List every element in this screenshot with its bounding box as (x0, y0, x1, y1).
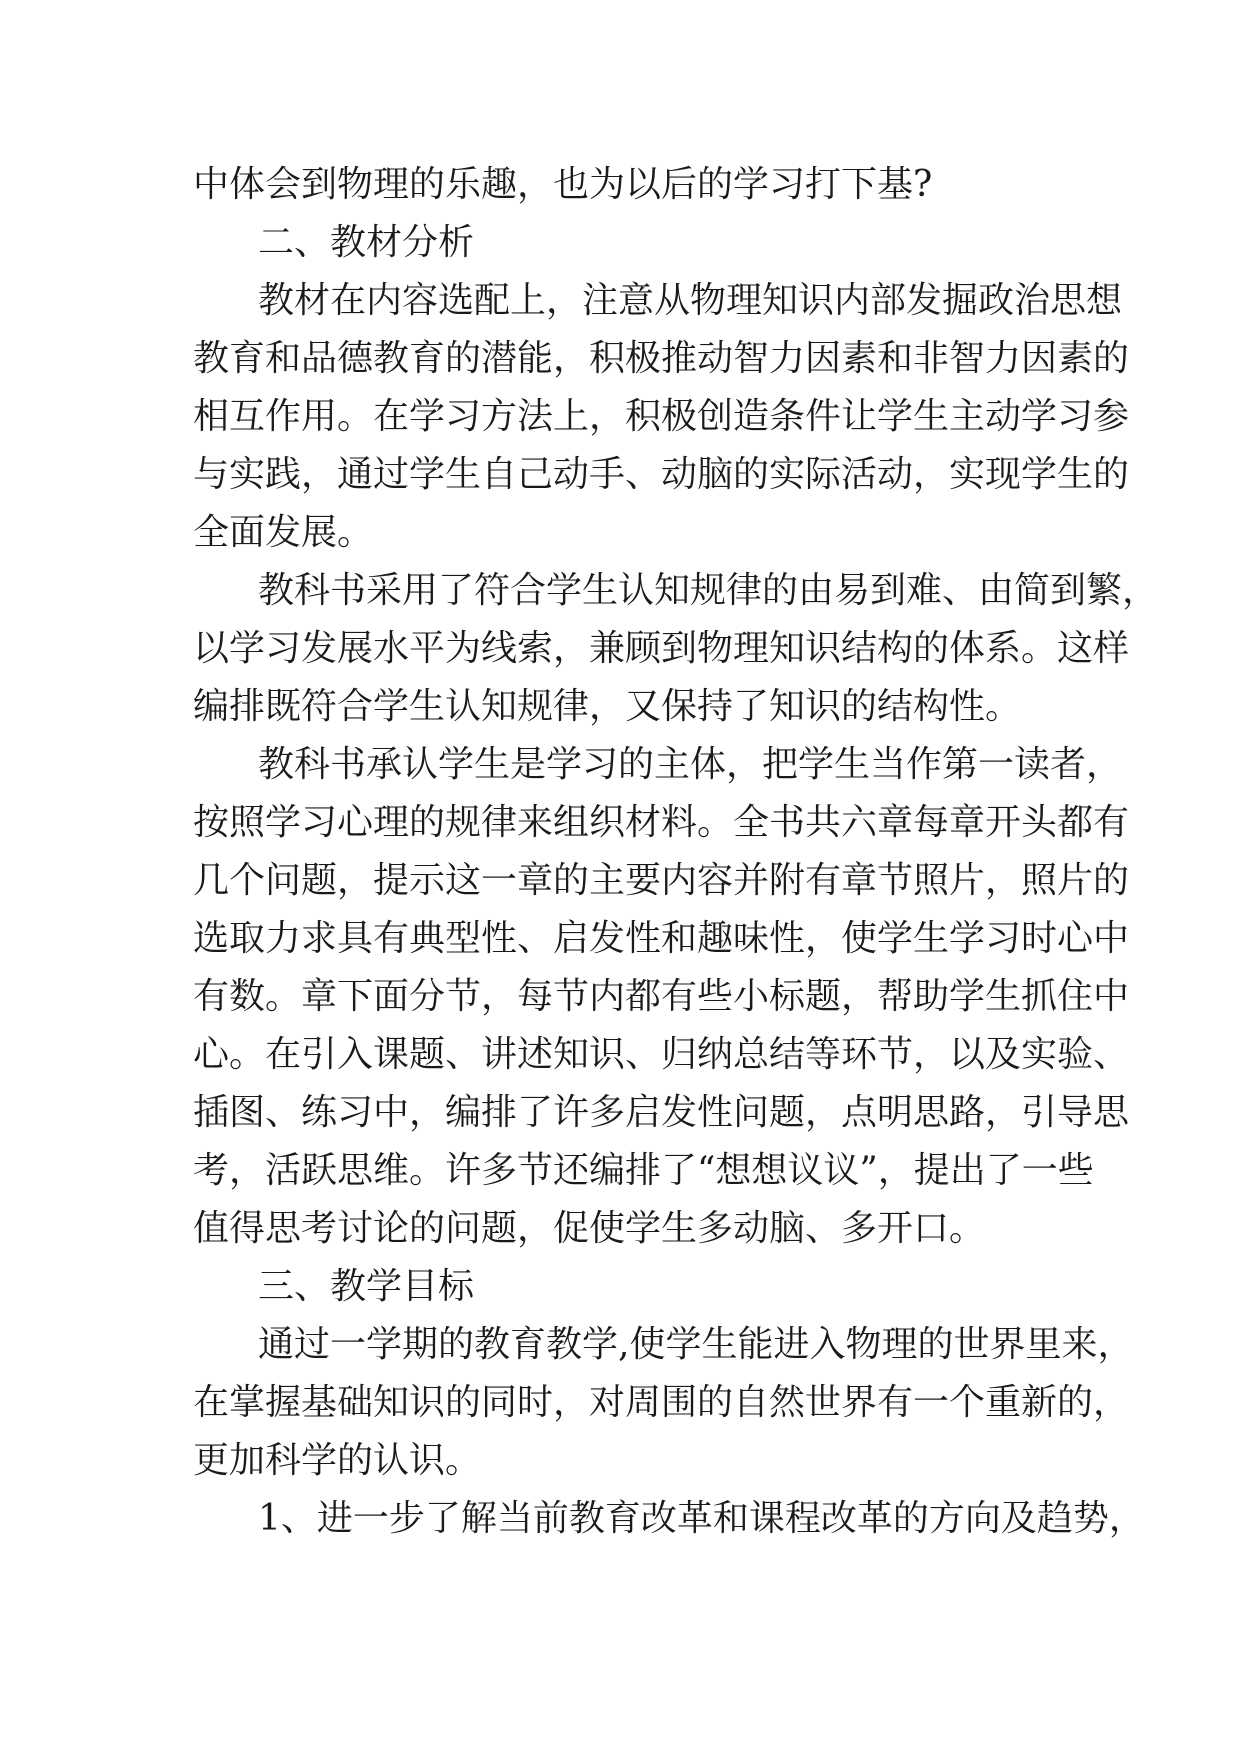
text-line: 几个问题，提示这一章的主要内容并附有章节照片，照片的 (193, 860, 1130, 901)
text-line: 在掌握基础知识的同时，对周围的自然世界有一个重新的， (193, 1382, 1130, 1423)
text-line: 有数。章下面分节，每节内都有些小标题，帮助学生抓住中 (193, 976, 1130, 1017)
text-line: 教科书采用了符合学生认知规律的由易到难、由简到繁， (258, 570, 1159, 611)
text-line: 心。在引入课题、讲述知识、归纳总结等环节，以及实验、 (193, 1034, 1130, 1075)
text-line: 教材在内容选配上，注意从物理知识内部发掘政治思想 (258, 280, 1123, 321)
text-line: 中体会到物理的乐趣，也为以后的学习打下基? (193, 164, 933, 205)
text-line: 与实践，通过学生自己动手、动脑的实际活动，实现学生的 (193, 454, 1130, 495)
text-line: 按照学习心理的规律来组织材料。全书共六章每章开头都有 (193, 802, 1130, 843)
section-heading: 三、教学目标 (258, 1266, 475, 1307)
text-line: 考，活跃思维。许多节还编排了“想想议议”，提出了一些 (193, 1150, 1094, 1191)
text-line: 1、进一步了解当前教育改革和课程改革的方向及趋势， (258, 1498, 1145, 1539)
text-line: 选取力求具有典型性、启发性和趣味性，使学生学习时心中 (193, 918, 1130, 959)
text-line: 编排既符合学生认知规律，又保持了知识的结构性。 (193, 686, 1022, 727)
text-line: 通过一学期的教育教学,使学生能进入物理的世界里来， (258, 1324, 1134, 1365)
text-line: 相互作用。在学习方法上，积极创造条件让学生主动学习参 (193, 396, 1130, 437)
text-line: 插图、练习中，编排了许多启发性问题，点明思路，引导思 (193, 1092, 1130, 1133)
text-line: 教育和品德教育的潜能，积极推动智力因素和非智力因素的 (193, 338, 1130, 379)
text-line: 全面发展。 (193, 512, 374, 553)
section-heading: 二、教材分析 (258, 222, 475, 263)
text-line: 以学习发展水平为线索，兼顾到物理知识结构的体系。这样 (193, 628, 1130, 669)
text-line: 值得思考讨论的问题，促使学生多动脑、多开口。 (193, 1208, 986, 1249)
text-line: 教科书承认学生是学习的主体，把学生当作第一读者， (258, 744, 1123, 785)
text-line: 更加科学的认识。 (193, 1440, 482, 1481)
